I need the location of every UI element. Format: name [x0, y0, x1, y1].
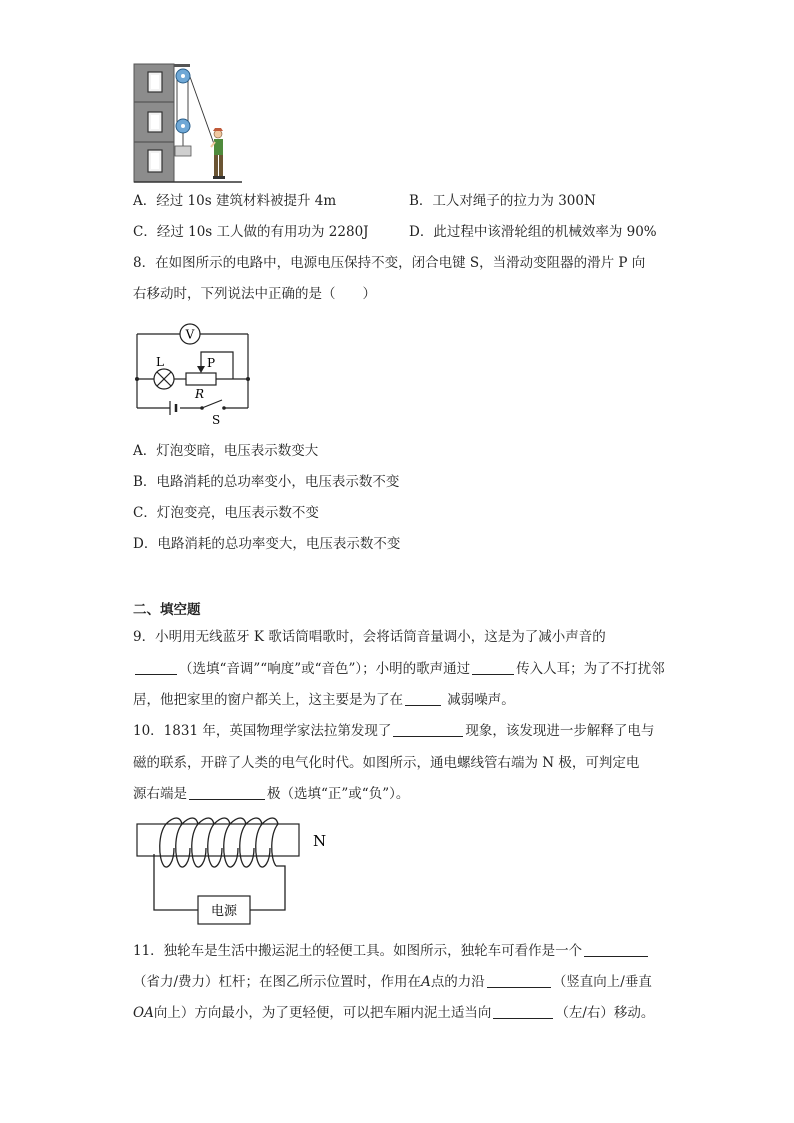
q9-line1: 9．小明用无线蓝牙 K 歌话筒唱歌时，会将话筒音量调小，这是为了减小声音的 [133, 629, 606, 645]
q7-option-a: A．经过 10s 建筑材料被提升 4m [133, 193, 337, 209]
q9-line2: （选填“音调”“响度”或“音色”）；小明的歌声通过 传入人耳；为了不打扰邻 [133, 659, 665, 679]
q9-blank-2[interactable] [472, 660, 514, 675]
power-source-label: 电源 [210, 904, 238, 919]
q8-stem-line2: 右移动时，下列说法中正确的是（ ） [133, 286, 376, 302]
q8-option-a: A．灯泡变暗，电压表示数变大 [133, 443, 319, 459]
q11-line2: （省力/费力）杠杆；在图乙所示位置时，作用在A点的力沿 （竖直向上/垂直 [133, 974, 652, 990]
q10-line3: 源右端是 极（选填“正”或“负”）。 [133, 786, 410, 802]
lamp-label: L [156, 355, 164, 369]
q8-stem-line1: 8．在如图所示的电路中，电源电压保持不变，闭合电键 S，当滑动变阻器的滑片 P 向 [133, 255, 646, 271]
pulley-figure [130, 62, 250, 184]
switch-label: S [212, 413, 221, 427]
north-pole-label: N [313, 832, 327, 850]
q8-option-d: D．电路消耗的总功率变大，电压表示数不变 [133, 536, 401, 552]
q10-line2: 磁的联系，开辟了人类的电气化时代。如图所示，通电螺线管右端为 N 极，可判定电 [133, 755, 640, 771]
slider-label: P [207, 356, 216, 370]
q11-blank-3[interactable] [493, 1004, 553, 1019]
q7-option-b: B．工人对绳子的拉力为 300N [409, 193, 596, 209]
q9-blank-3[interactable] [405, 691, 441, 706]
q10-line1: 10．1831 年，英国物理学家法拉第发现了 现象，该发现进一步解释了电与 [133, 723, 655, 739]
q11-line1: 11．独轮车是生活中搬运泥土的轻便工具。如图所示，独轮车可看作是一个 [133, 941, 650, 961]
q8-option-b: B．电路消耗的总功率变小，电压表示数不变 [133, 474, 400, 490]
resistor-label: R [195, 387, 205, 401]
q9-blank-1[interactable] [135, 660, 177, 675]
q11-blank-1[interactable] [584, 942, 648, 957]
q11-line3: OA向上）方向最小，为了更轻便，可以把车厢内泥土适当向 （左/右）移动。 [133, 1005, 655, 1021]
voltmeter-label: V [185, 327, 195, 342]
q7-option-d: D．此过程中该滑轮组的机械效率为 90% [409, 224, 657, 240]
solenoid-diagram [130, 812, 340, 932]
q9-line3: 居，他把家里的窗户都关上，这主要是为了在 减弱噪声。 [133, 692, 515, 708]
q11-blank-2[interactable] [487, 973, 551, 988]
q10-blank-2[interactable] [189, 785, 265, 800]
section-title: 二、填空题 [133, 602, 201, 618]
q7-option-c: C．经过 10s 工人做的有用功为 2280J [133, 224, 369, 240]
q10-blank-1[interactable] [393, 722, 463, 737]
q8-option-c: C．灯泡变亮，电压表示数不变 [133, 505, 319, 521]
q8-circuit-diagram [130, 318, 260, 428]
